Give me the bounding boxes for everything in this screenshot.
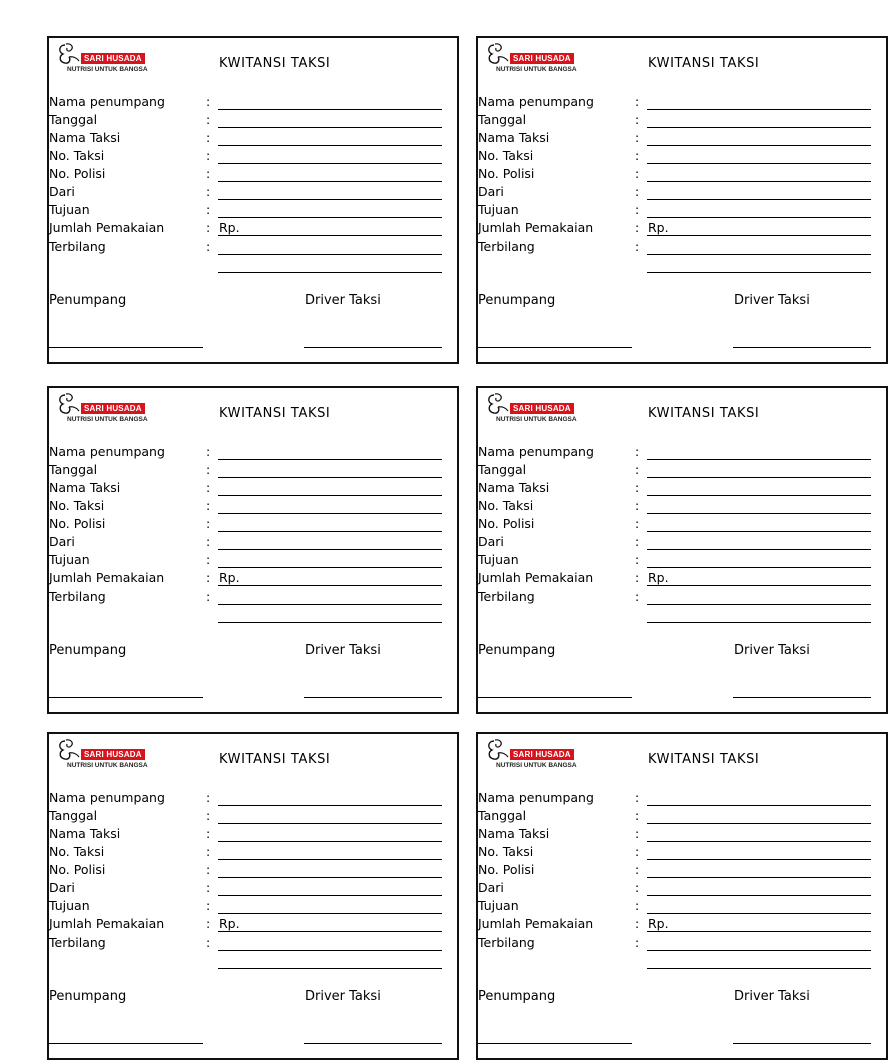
- field-label: No. Taksi: [49, 498, 105, 513]
- field-underline: [218, 477, 442, 478]
- field-label: No. Taksi: [49, 844, 105, 859]
- field-colon: :: [206, 790, 211, 805]
- brand-name: SARI HUSADA: [81, 749, 145, 760]
- passenger-signature-line: [49, 697, 203, 698]
- receipt-field-row: [49, 480, 459, 498]
- field-colon: :: [635, 826, 640, 841]
- brand-name: SARI HUSADA: [510, 53, 574, 64]
- field-colon: :: [635, 166, 640, 181]
- field-underline: [647, 163, 871, 164]
- field-underline: [218, 145, 442, 146]
- field-underline: [218, 567, 442, 568]
- receipt-field-row: [478, 826, 888, 844]
- receipt-field-row: [49, 462, 459, 480]
- passenger-signature-label: Penumpang: [478, 293, 556, 308]
- field-underline: [218, 495, 442, 496]
- field-colon: :: [635, 220, 640, 235]
- field-label: Tanggal: [478, 808, 527, 823]
- field-colon: :: [635, 480, 640, 495]
- field-label: Nama penumpang: [49, 790, 165, 805]
- field-underline: [218, 895, 442, 896]
- passenger-signature-label: Penumpang: [49, 989, 127, 1004]
- sari-husada-logo: [484, 42, 584, 76]
- receipt-field-row: [478, 570, 888, 588]
- receipt-title: KWITANSI TAKSI: [219, 56, 331, 71]
- field-label: No. Polisi: [478, 516, 535, 531]
- sari-husada-logo: [55, 738, 155, 772]
- field-label: Jumlah Pemakaian: [478, 570, 594, 585]
- field-colon: :: [635, 94, 640, 109]
- receipt-field-row: [478, 790, 888, 808]
- field-underline: [218, 931, 442, 932]
- taxi-receipt-card: [47, 732, 459, 1060]
- brand-tagline: NUTRISI UNTUK BANGSA: [67, 66, 148, 73]
- field-colon: :: [635, 570, 640, 585]
- field-label: No. Taksi: [478, 148, 534, 163]
- field-colon: :: [206, 935, 211, 950]
- field-label: Nama Taksi: [49, 130, 121, 145]
- passenger-signature-label: Penumpang: [478, 989, 556, 1004]
- receipt-field-row: [478, 534, 888, 552]
- receipt-field-row: [49, 808, 459, 826]
- field-colon: :: [206, 880, 211, 895]
- receipt-field-row: [49, 94, 459, 112]
- passenger-signature-line: [49, 347, 203, 348]
- field-label: Terbilang: [478, 239, 535, 254]
- driver-signature-line: [733, 347, 871, 348]
- receipt-field-row: [49, 570, 459, 588]
- field-underline: [647, 531, 871, 532]
- driver-signature-line: [304, 1043, 442, 1044]
- receipt-field-row: [49, 898, 459, 916]
- driver-signature-label: Driver Taksi: [305, 293, 381, 308]
- field-colon: :: [206, 862, 211, 877]
- field-colon: :: [206, 130, 211, 145]
- field-underline: [647, 604, 871, 605]
- field-colon: :: [635, 112, 640, 127]
- sari-husada-logo: [55, 392, 155, 426]
- field-label: Tanggal: [478, 462, 527, 477]
- receipt-field-row: [478, 148, 888, 166]
- field-colon: :: [206, 516, 211, 531]
- sari-husada-logo: [484, 392, 584, 426]
- terbilang-extra-line: [647, 272, 871, 273]
- field-colon: :: [635, 444, 640, 459]
- terbilang-extra-line: [218, 968, 442, 969]
- field-colon: :: [635, 148, 640, 163]
- brand-name: SARI HUSADA: [81, 53, 145, 64]
- receipt-field-row: [478, 112, 888, 130]
- passenger-signature-line: [478, 1043, 632, 1044]
- field-label: Jumlah Pemakaian: [49, 220, 165, 235]
- field-underline: [218, 604, 442, 605]
- sari-husada-logo: [55, 42, 155, 76]
- field-label: Terbilang: [49, 239, 106, 254]
- field-label: No. Polisi: [478, 166, 535, 181]
- receipt-field-row: [478, 94, 888, 112]
- field-colon: :: [635, 184, 640, 199]
- field-label: Tanggal: [49, 112, 98, 127]
- field-underline: [647, 823, 871, 824]
- field-label: Dari: [478, 184, 504, 199]
- field-label: Tanggal: [478, 112, 527, 127]
- field-label: Tujuan: [49, 898, 90, 913]
- brand-name: SARI HUSADA: [81, 403, 145, 414]
- field-label: No. Polisi: [478, 862, 535, 877]
- field-colon: :: [635, 516, 640, 531]
- field-colon: :: [206, 552, 211, 567]
- field-label: No. Polisi: [49, 516, 106, 531]
- terbilang-extra-line: [647, 622, 871, 623]
- field-underline: [218, 950, 442, 951]
- driver-signature-label: Driver Taksi: [734, 989, 810, 1004]
- brand-tagline: NUTRISI UNTUK BANGSA: [67, 416, 148, 423]
- field-underline: [218, 585, 442, 586]
- field-label: Nama Taksi: [49, 480, 121, 495]
- field-colon: :: [206, 826, 211, 841]
- receipt-field-row: [49, 444, 459, 462]
- receipt-title: KWITANSI TAKSI: [648, 752, 760, 767]
- receipt-field-row: [478, 916, 888, 934]
- passenger-signature-label: Penumpang: [478, 643, 556, 658]
- field-colon: :: [635, 498, 640, 513]
- field-colon: :: [206, 480, 211, 495]
- field-underline: [647, 877, 871, 878]
- receipt-title: KWITANSI TAKSI: [648, 406, 760, 421]
- receipt-field-row: [49, 112, 459, 130]
- receipt-field-row: [478, 130, 888, 148]
- field-underline: [647, 181, 871, 182]
- field-label: Terbilang: [49, 589, 106, 604]
- driver-signature-line: [304, 697, 442, 698]
- field-label: Jumlah Pemakaian: [478, 916, 594, 931]
- field-label: Dari: [49, 534, 75, 549]
- terbilang-extra-line: [218, 622, 442, 623]
- field-underline: [647, 859, 871, 860]
- field-colon: :: [206, 898, 211, 913]
- field-value[interactable]: Rp.: [219, 220, 240, 235]
- field-underline: [218, 235, 442, 236]
- field-colon: :: [635, 862, 640, 877]
- receipt-field-row: [49, 202, 459, 220]
- receipt-title: KWITANSI TAKSI: [648, 56, 760, 71]
- driver-signature-label: Driver Taksi: [734, 293, 810, 308]
- receipt-field-row: [49, 916, 459, 934]
- field-underline: [647, 913, 871, 914]
- field-label: Tujuan: [49, 552, 90, 567]
- driver-signature-label: Driver Taksi: [734, 643, 810, 658]
- receipt-title: KWITANSI TAKSI: [219, 406, 331, 421]
- field-colon: :: [206, 94, 211, 109]
- field-label: Nama penumpang: [478, 444, 594, 459]
- field-underline: [647, 199, 871, 200]
- field-colon: :: [635, 880, 640, 895]
- field-value[interactable]: Rp.: [219, 570, 240, 585]
- field-colon: :: [635, 552, 640, 567]
- field-underline: [647, 145, 871, 146]
- field-underline: [647, 841, 871, 842]
- field-value[interactable]: Rp.: [648, 220, 669, 235]
- receipt-field-row: [49, 844, 459, 862]
- field-underline: [218, 877, 442, 878]
- field-label: Nama Taksi: [478, 130, 550, 145]
- receipt-field-row: [49, 552, 459, 570]
- field-underline: [647, 805, 871, 806]
- field-value[interactable]: Rp.: [219, 916, 240, 931]
- receipt-field-row: [478, 589, 888, 607]
- receipt-field-row: [478, 844, 888, 862]
- receipt-field-row: [478, 935, 888, 953]
- driver-signature-line: [733, 697, 871, 698]
- field-label: Jumlah Pemakaian: [478, 220, 594, 235]
- field-label: Nama penumpang: [49, 444, 165, 459]
- field-underline: [218, 913, 442, 914]
- receipt-field-row: [478, 444, 888, 462]
- field-underline: [218, 254, 442, 255]
- field-underline: [218, 109, 442, 110]
- field-underline: [218, 859, 442, 860]
- receipt-field-row: [49, 935, 459, 953]
- receipt-field-row: [478, 862, 888, 880]
- receipt-field-row: [478, 202, 888, 220]
- receipt-field-row: [49, 184, 459, 202]
- field-colon: :: [635, 808, 640, 823]
- terbilang-extra-line: [647, 968, 871, 969]
- passenger-signature-line: [478, 697, 632, 698]
- field-label: Tujuan: [478, 552, 519, 567]
- field-label: Terbilang: [478, 589, 535, 604]
- field-underline: [647, 235, 871, 236]
- field-label: Nama Taksi: [478, 480, 550, 495]
- field-colon: :: [206, 534, 211, 549]
- field-colon: :: [635, 130, 640, 145]
- field-underline: [647, 217, 871, 218]
- receipt-field-row: [478, 552, 888, 570]
- receipt-field-row: [49, 589, 459, 607]
- receipt-field-row: [49, 862, 459, 880]
- field-colon: :: [635, 202, 640, 217]
- field-colon: :: [206, 808, 211, 823]
- brand-name: SARI HUSADA: [510, 403, 574, 414]
- field-colon: :: [206, 166, 211, 181]
- taxi-receipt-card: [476, 36, 888, 364]
- passenger-signature-label: Penumpang: [49, 293, 127, 308]
- field-colon: :: [635, 844, 640, 859]
- field-colon: :: [635, 935, 640, 950]
- field-label: No. Polisi: [49, 862, 106, 877]
- receipt-field-row: [49, 220, 459, 238]
- field-colon: :: [206, 184, 211, 199]
- field-label: Tujuan: [49, 202, 90, 217]
- field-label: Nama penumpang: [478, 790, 594, 805]
- field-underline: [218, 549, 442, 550]
- receipt-field-row: [478, 498, 888, 516]
- receipt-field-row: [478, 480, 888, 498]
- field-underline: [218, 127, 442, 128]
- driver-signature-label: Driver Taksi: [305, 989, 381, 1004]
- field-label: Nama penumpang: [49, 94, 165, 109]
- field-label: No. Taksi: [478, 498, 534, 513]
- field-colon: :: [206, 570, 211, 585]
- field-underline: [218, 181, 442, 182]
- taxi-receipt-card: [47, 36, 459, 364]
- field-label: Terbilang: [49, 935, 106, 950]
- field-underline: [218, 217, 442, 218]
- field-label: Dari: [49, 184, 75, 199]
- field-colon: :: [206, 498, 211, 513]
- receipt-field-row: [478, 516, 888, 534]
- field-label: Tujuan: [478, 202, 519, 217]
- field-colon: :: [206, 202, 211, 217]
- field-underline: [647, 254, 871, 255]
- brand-name: SARI HUSADA: [510, 749, 574, 760]
- field-colon: :: [635, 534, 640, 549]
- receipt-field-row: [49, 498, 459, 516]
- field-underline: [647, 513, 871, 514]
- brand-tagline: NUTRISI UNTUK BANGSA: [496, 66, 577, 73]
- field-underline: [647, 895, 871, 896]
- field-label: Nama Taksi: [478, 826, 550, 841]
- field-underline: [647, 459, 871, 460]
- receipt-field-row: [49, 790, 459, 808]
- field-underline: [218, 163, 442, 164]
- brand-tagline: NUTRISI UNTUK BANGSA: [496, 762, 577, 769]
- field-underline: [647, 585, 871, 586]
- field-underline: [647, 950, 871, 951]
- field-underline: [647, 477, 871, 478]
- receipt-field-row: [49, 130, 459, 148]
- receipt-field-row: [49, 880, 459, 898]
- receipt-field-row: [49, 239, 459, 257]
- field-underline: [647, 495, 871, 496]
- field-underline: [218, 459, 442, 460]
- receipt-field-row: [478, 184, 888, 202]
- receipt-field-row: [478, 462, 888, 480]
- field-colon: :: [206, 462, 211, 477]
- receipt-field-row: [49, 148, 459, 166]
- taxi-receipt-card: [47, 386, 459, 714]
- field-colon: :: [206, 148, 211, 163]
- field-colon: :: [206, 220, 211, 235]
- field-colon: :: [206, 844, 211, 859]
- receipt-field-row: [478, 166, 888, 184]
- field-label: Jumlah Pemakaian: [49, 916, 165, 931]
- field-underline: [647, 109, 871, 110]
- field-label: No. Polisi: [49, 166, 106, 181]
- driver-signature-line: [733, 1043, 871, 1044]
- receipt-field-row: [478, 239, 888, 257]
- field-colon: :: [206, 112, 211, 127]
- brand-tagline: NUTRISI UNTUK BANGSA: [67, 762, 148, 769]
- field-label: Jumlah Pemakaian: [49, 570, 165, 585]
- field-label: Dari: [478, 534, 504, 549]
- receipt-field-row: [478, 220, 888, 238]
- field-value[interactable]: Rp.: [648, 916, 669, 931]
- receipt-field-row: [478, 880, 888, 898]
- field-label: Tanggal: [49, 808, 98, 823]
- field-underline: [218, 531, 442, 532]
- field-label: Terbilang: [478, 935, 535, 950]
- field-colon: :: [206, 589, 211, 604]
- field-label: No. Taksi: [49, 148, 105, 163]
- field-colon: :: [635, 239, 640, 254]
- field-underline: [218, 805, 442, 806]
- receipt-field-row: [478, 898, 888, 916]
- field-label: Dari: [49, 880, 75, 895]
- field-underline: [647, 567, 871, 568]
- receipt-title: KWITANSI TAKSI: [219, 752, 331, 767]
- field-colon: :: [635, 462, 640, 477]
- passenger-signature-line: [478, 347, 632, 348]
- field-underline: [218, 199, 442, 200]
- driver-signature-line: [304, 347, 442, 348]
- field-label: Nama penumpang: [478, 94, 594, 109]
- receipt-field-row: [49, 534, 459, 552]
- field-underline: [647, 931, 871, 932]
- field-colon: :: [206, 239, 211, 254]
- receipt-field-row: [49, 516, 459, 534]
- sari-husada-logo: [484, 738, 584, 772]
- receipt-field-row: [478, 808, 888, 826]
- field-label: No. Taksi: [478, 844, 534, 859]
- field-label: Dari: [478, 880, 504, 895]
- field-label: Tujuan: [478, 898, 519, 913]
- field-underline: [647, 127, 871, 128]
- passenger-signature-line: [49, 1043, 203, 1044]
- field-colon: :: [635, 589, 640, 604]
- taxi-receipt-card: [476, 732, 888, 1060]
- field-label: Tanggal: [49, 462, 98, 477]
- field-colon: :: [635, 898, 640, 913]
- field-value[interactable]: Rp.: [648, 570, 669, 585]
- field-colon: :: [206, 916, 211, 931]
- field-underline: [647, 549, 871, 550]
- receipt-field-row: [49, 826, 459, 844]
- field-colon: :: [635, 916, 640, 931]
- field-colon: :: [206, 444, 211, 459]
- field-colon: :: [635, 790, 640, 805]
- terbilang-extra-line: [218, 272, 442, 273]
- field-underline: [218, 823, 442, 824]
- passenger-signature-label: Penumpang: [49, 643, 127, 658]
- field-underline: [218, 841, 442, 842]
- brand-tagline: NUTRISI UNTUK BANGSA: [496, 416, 577, 423]
- taxi-receipt-card: [476, 386, 888, 714]
- field-label: Nama Taksi: [49, 826, 121, 841]
- receipt-field-row: [49, 166, 459, 184]
- driver-signature-label: Driver Taksi: [305, 643, 381, 658]
- field-underline: [218, 513, 442, 514]
